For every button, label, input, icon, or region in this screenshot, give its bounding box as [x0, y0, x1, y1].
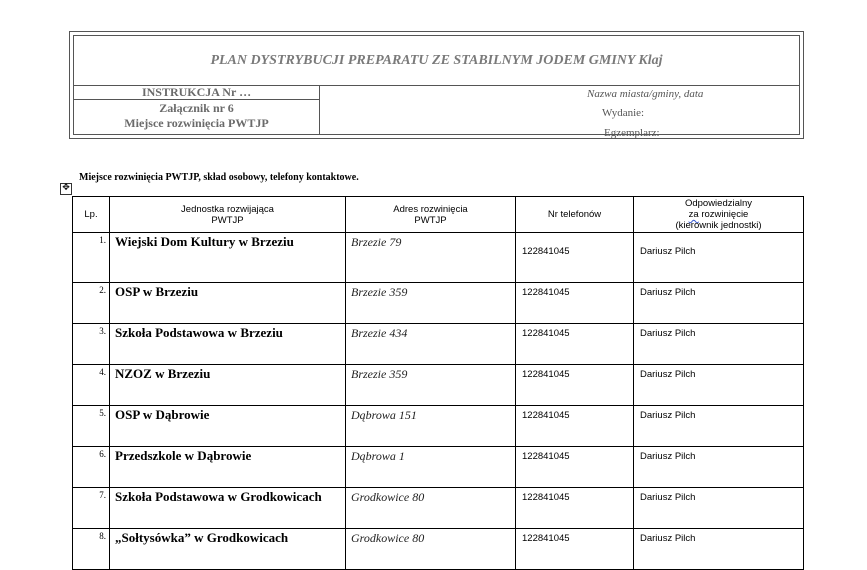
table-header-row — [73, 197, 804, 233]
distribution-table — [72, 196, 804, 570]
row-number: 8. — [73, 529, 110, 570]
document-header — [69, 31, 804, 139]
phone-number: 122841045 — [516, 365, 634, 406]
header-telefon: Nr telefonów — [516, 197, 634, 233]
address: Brzezie 359 — [346, 365, 516, 406]
instruction-number: INSTRUKCJA Nr … — [74, 85, 319, 100]
phone-number: 122841045 — [516, 447, 634, 488]
unit-name: OSP w Brzeziu — [110, 283, 346, 324]
unit-name: „Sołtysówka” w Grodkowicach — [110, 529, 346, 570]
row-number: 4. — [73, 365, 110, 406]
unit-name: OSP w Dąbrowie — [110, 406, 346, 447]
phone-number: 122841045 — [516, 233, 634, 283]
address: Brzezie 79 — [346, 233, 516, 283]
responsible-person: Dariusz Pilch — [634, 529, 804, 570]
responsible-person: Dariusz Pilch — [634, 447, 804, 488]
responsible-person: Dariusz Pilch — [634, 406, 804, 447]
edition-field: Wydanie: — [602, 107, 645, 119]
header-odpowiedzialny: Odpowiedzialny za rozwinięcie (kierownik jednostki) — [634, 197, 804, 233]
row-number: 5. — [73, 406, 110, 447]
address: Brzezie 359 — [346, 283, 516, 324]
responsible-person: Dariusz Pilch — [634, 324, 804, 365]
row-number: 7. — [73, 488, 110, 529]
phone-number: 122841045 — [516, 283, 634, 324]
unit-name: NZOZ w Brzeziu — [110, 365, 346, 406]
table-row — [73, 365, 804, 406]
row-number: 6. — [73, 447, 110, 488]
table-row — [73, 447, 804, 488]
unit-name: Wiejski Dom Kultury w Brzeziu — [110, 233, 346, 283]
address: Brzezie 434 — [346, 324, 516, 365]
header-jednostka: Jednostka rozwijająca PWTJP — [110, 197, 346, 233]
table-caption: Miejsce rozwinięcia PWTJP, skład osobowy, telefony kontaktowe. — [79, 172, 359, 183]
row-number: 1. — [73, 233, 110, 283]
table-row — [73, 406, 804, 447]
header-adres: Adres rozwinięcia PWTJP — [346, 197, 516, 233]
table-row — [73, 283, 804, 324]
header-lp: Lp. — [73, 197, 110, 233]
unit-name: Szkoła Podstawowa w Brzeziu — [110, 324, 346, 365]
copy-field: Egzemplarz: — [604, 127, 660, 139]
header-right-column — [319, 85, 799, 139]
address: Grodkowice 80 — [346, 488, 516, 529]
phone-number: 122841045 — [516, 406, 634, 447]
responsible-person: Dariusz Pilch — [634, 365, 804, 406]
plan-title: PLAN DYSTRYBUCJI PREPARATU ZE STABILNYM JODEM GMINY Klaj — [74, 36, 799, 86]
header-frame — [73, 35, 800, 139]
table-move-handle-icon[interactable]: ✥ — [60, 183, 72, 195]
phone-number: 122841045 — [516, 488, 634, 529]
table-row — [73, 529, 804, 570]
phone-number: 122841045 — [516, 529, 634, 570]
address: Grodkowice 80 — [346, 529, 516, 570]
city-date-field: Nazwa miasta/gminy, data — [587, 88, 704, 100]
unit-name: Przedszkole w Dąbrowie — [110, 447, 346, 488]
responsible-person: Dariusz Pilch — [634, 488, 804, 529]
deployment-place-label: Miejsce rozwinięcia PWTJP — [124, 116, 269, 130]
attachment-label: Załącznik nr 6 — [159, 101, 234, 115]
address: Dąbrowa 151 — [346, 406, 516, 447]
table-row — [73, 488, 804, 529]
responsible-person: Dariusz Pilch — [634, 283, 804, 324]
responsible-person: Dariusz Pilch — [634, 233, 804, 283]
table-row — [73, 233, 804, 283]
row-number: 2. — [73, 283, 110, 324]
unit-name: Szkoła Podstawowa w Grodkowicach — [110, 488, 346, 529]
row-number: 3. — [73, 324, 110, 365]
phone-number: 122841045 — [516, 324, 634, 365]
table-row — [73, 324, 804, 365]
address: Dąbrowa 1 — [346, 447, 516, 488]
header-left-column — [74, 85, 320, 134]
